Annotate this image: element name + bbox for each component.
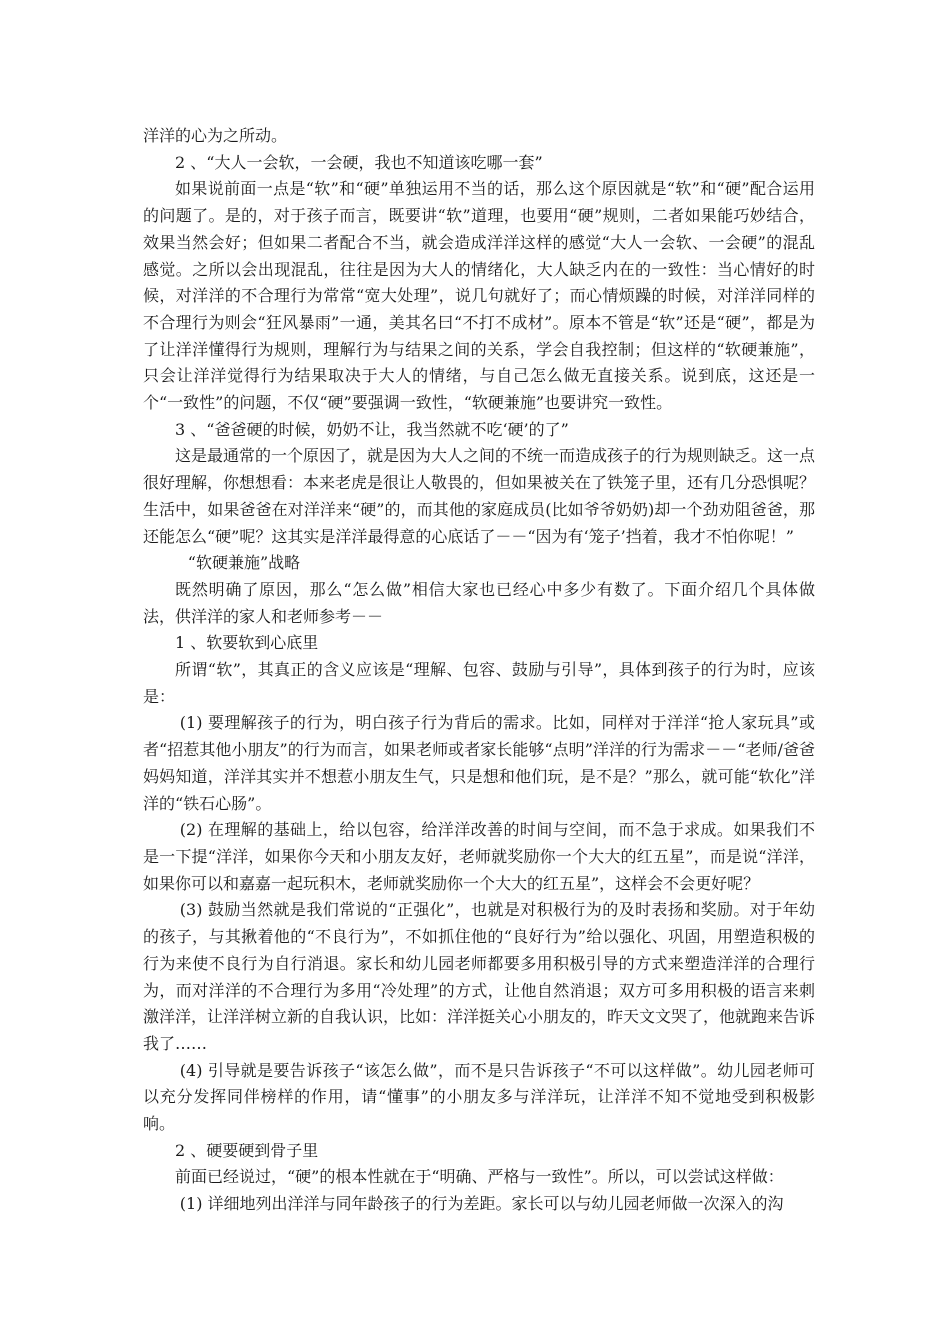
paragraph: 这是最通常的一个原因了，就是因为大人之间的不统一而造成孩子的行为规则缺乏。这一点很好理解，你想想看：本来老虎是很让人敬畏的，但如果被关在了铁笼子里，还有几分恐惧呢？生活中，如果爸爸在对洋洋来“硬”的，而其他的家庭成员(比如爷爷奶奶)却一个劲劝阻爸爸，那还能怎么“硬”呢？这其实是洋洋最得意的心底话了－－“因为有‘笼子’挡着，我才不怕你呢！” bbox=[143, 446, 816, 546]
document-body bbox=[143, 123, 815, 1218]
paragraph: 如果说前面一点是“软”和“硬”单独运用不当的话，那么这个原因就是“软”和“硬”配合运用的问题了。是的，对于孩子而言，既要讲“软”道理，也要用“硬”规则，二者如果能巧妙结合，效果当然会好；但如果二者配合不当，就会造成洋洋这样的感觉“大人一会软、一会硬”的混乱感觉。之所以会出现混乱，往往是因为大人的情绪化，大人缺乏内在的一致性：当心情好的时候，对洋洋的不合理行为常常“宽大处理”，说几句就好了；而心情烦躁的时候，对洋洋同样的不合理行为则会“狂风暴雨”一通，美其名曰“不打不成材”。原本不管是“软”还是“硬”，都是为了让洋洋懂得行为规则，理解行为与结果之间的关系，学会自我控制；但这样的“软硬兼施”，只会让洋洋觉得行为结果取决于大人的情绪，与自己怎么做无直接关系。说到底，这还是一个“一致性”的问题，不仅“硬”要强调一致性，“软硬兼施”也要讲究一致性。 bbox=[143, 179, 815, 413]
strategy-heading-2: 2 、硬要硬到骨子里 bbox=[175, 1140, 319, 1160]
list-item-4: (4) 引导就是要告诉孩子“该怎么做”，而不是只告诉孩子“不可以这样做”。幼儿园老师可以充分发挥同伴榜样的作用，请“懂事”的小朋友多与洋洋玩，让洋洋不知不觉地受到积极影响。 bbox=[143, 1060, 815, 1134]
section-heading-3: 3 、“爸爸硬的时候，奶奶不让，我当然就不吃‘硬’的了” bbox=[175, 419, 569, 439]
list-item-1: (1) 详细地列出洋洋与同年龄孩子的行为差距。家长可以与幼儿园老师做一次深入的沟 bbox=[179, 1194, 784, 1214]
list-item-3: (3) 鼓励当然就是我们常说的“正强化”，也就是对积极行为的及时表扬和奖励。对于年幼的孩子，与其揪着他的“不良行为”，不如抓住他的“良好行为”给以强化、巩固，用塑造积极的行为来使不良行为自行消退。家长和幼儿园老师都要多用积极引导的方式来塑造洋洋的合理行为，而对洋洋的不合理行为多用“冷处理”的方式，让他自然消退；双方可多用积极的语言来刺激洋洋，让洋洋树立新的自我认识，比如：洋洋挺关心小朋友的，昨天文文哭了，他就跑来告诉我了…… bbox=[143, 900, 816, 1053]
strategy-title: “软硬兼施”战略 bbox=[187, 553, 301, 573]
paragraph: 前面已经说过，“硬”的根本性就在于“明确、严格与一致性”。所以，可以尝试这样做： bbox=[175, 1167, 784, 1187]
strategy-heading-1: 1 、软要软到心底里 bbox=[175, 633, 319, 653]
paragraph-continuation: 洋洋的心为之所动。 bbox=[143, 126, 288, 145]
paragraph: 既然明确了原因，那么“怎么做”相信大家也已经心中多少有数了。下面介绍几个具体做法，供洋洋的家人和老师参考－－ bbox=[143, 579, 815, 626]
section-heading-2: 2 、“大人一会软，一会硬，我也不知道该吃哪一套” bbox=[175, 152, 543, 172]
list-item-1: (1) 要理解孩子的行为，明白孩子行为背后的需求。比如，同样对于洋洋“抢人家玩具”或者“招惹其他小朋友”的行为而言，如果老师或者家长能够“点明”洋洋的行为需求－－“老师/爸爸妈妈知道，洋洋其实并不想惹小朋友生气，只是想和他们玩，是不是？”那么，就可能“软化”洋洋的“铁石心肠”。 bbox=[143, 713, 815, 813]
paragraph: 所谓“软”，其真正的含义应该是“理解、包容、鼓励与引导”，具体到孩子的行为时，应该是： bbox=[143, 660, 815, 706]
list-item-2: (2) 在理解的基础上，给以包容，给洋洋改善的时间与空间，而不急于求成。如果我们不是一下提“洋洋，如果你今天和小朋友友好，老师就奖励你一个大大的红五星”，而是说“洋洋，如果你可以和嘉嘉一起玩积木，老师就奖励你一个大大的红五星”，这样会不会更好呢？ bbox=[143, 820, 815, 893]
